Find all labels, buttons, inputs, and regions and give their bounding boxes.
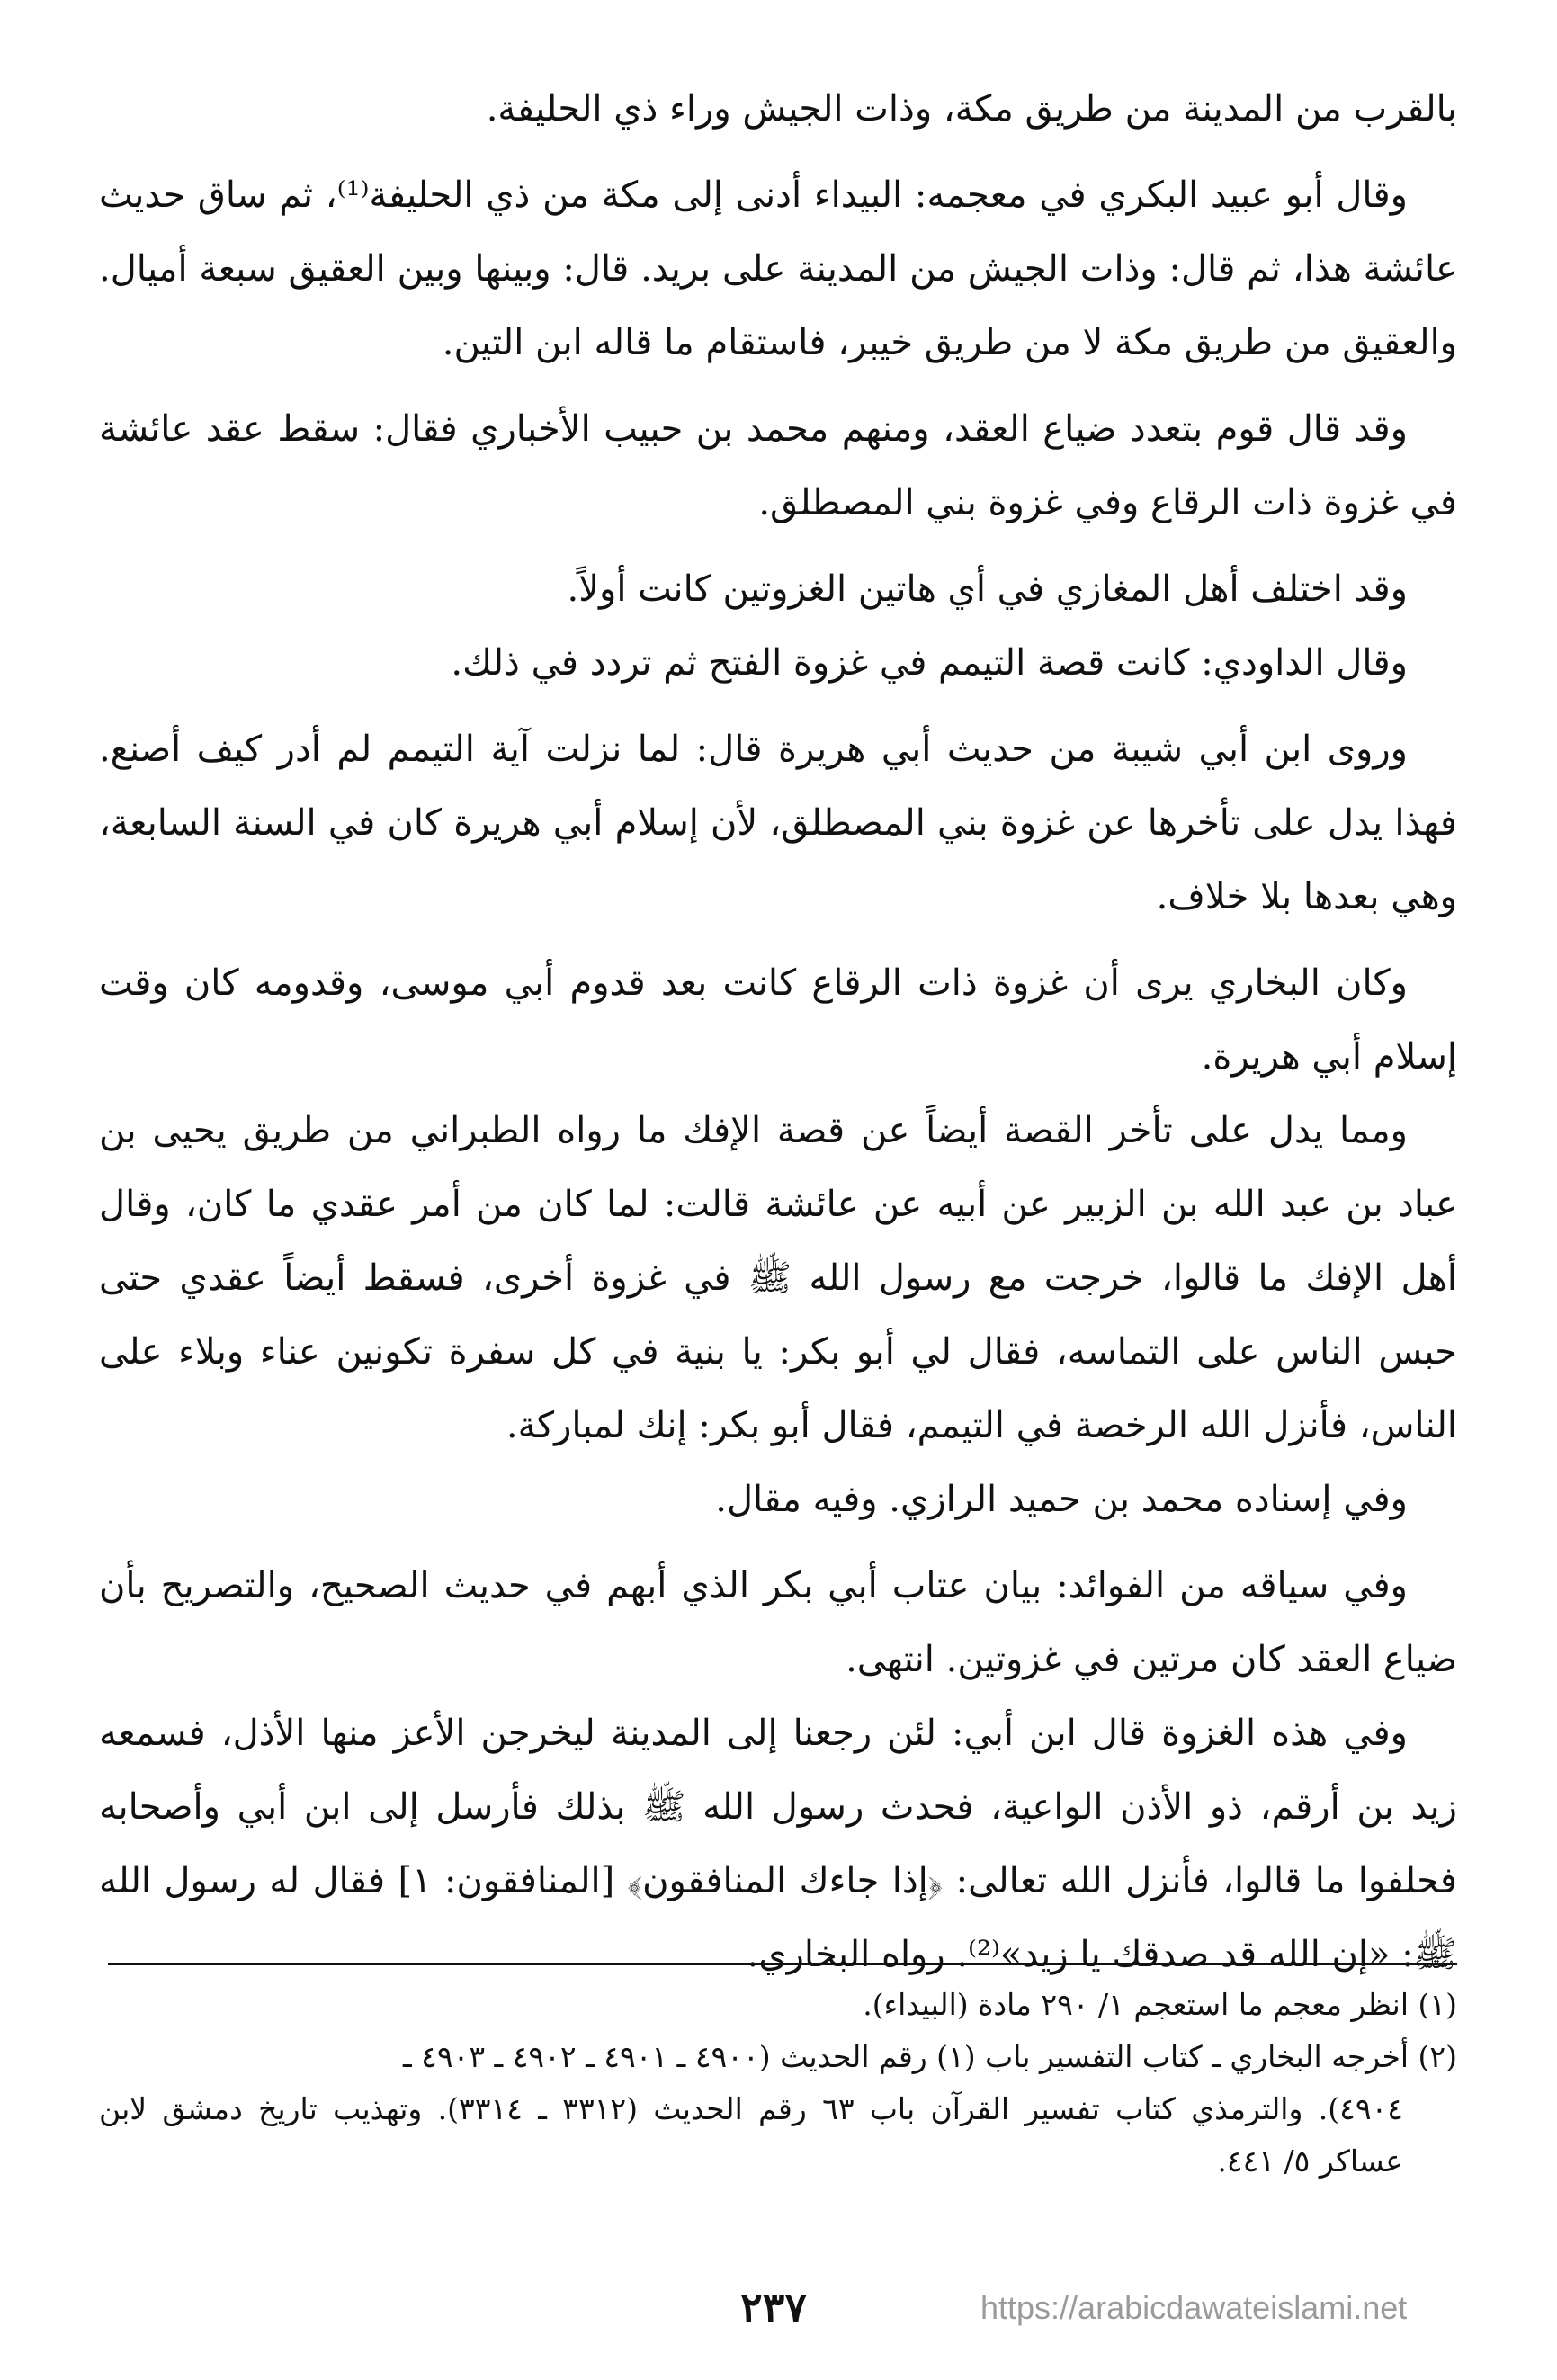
paragraph-11: وفي هذه الغزوة قال ابن أبي: لئن رجعنا إلى المدينة ليخرجن الأعز منها الأذل، فسمعه زيد بن أرقم، ذو الأذن الواعية، فحدث رسول الله ﷺ بذلك فأرسل إلى ابن أبي وأصحابه فحلفوا ما قالوا، فأنزل الله تعالى: ﴿إذا جاءك المنافقون﴾ [المنافقون: ١] فقال له رسول الله ﷺ: «إن الله قد صدقك يا زيد»⁽²⁾. رواه البخاري. [99, 1713, 1458, 1975]
footnote-2-line-2: ٤٩٠٤). والترمذي كتاب تفسير القرآن باب ٦٣ رقم الحديث (٣٣١٢ ـ ٣٣١٤). وتهذيب تاريخ دمشق لابن عساكر ٥/ ٤٤١. [99, 2091, 1404, 2179]
paragraph-6: وروى ابن أبي شيبة من حديث أبي هريرة قال: لما نزلت آية التيمم لم أدر كيف أصنع. فهذا يدل على تأخرها عن غزوة بني المصطلق، لأن إسلام أبي هريرة كان في السنة السابعة، وهي بعدها بلا خلاف. [99, 729, 1457, 917]
paragraph-7: وكان البخاري يرى أن غزوة ذات الرقاع كانت بعد قدوم أبي موسى، وقدومه كان وقت إسلام أبي هريرة. [99, 962, 1457, 1078]
paragraph-10: وفي سياقه من الفوائد: بيان عتاب أبي بكر الذي أبهم في حديث الصحيح، والتصريح بأن ضياع العقد كان مرتين في غزوتين. انتهى. [99, 1565, 1457, 1680]
footnote-1: (١) انظر معجم ما استعجم ١/ ٢٩٠ مادة (البيداء). [863, 1987, 1457, 2022]
watermark-url: https://arabicdawateislami.net [980, 2289, 1408, 2326]
page-body [99, 72, 1457, 2004]
footnote-divider [108, 1963, 1457, 1965]
footnote-2-line-1: (٢) أخرجه البخاري ـ كتاب التفسير باب (١) رقم الحديث (٤٩٠٠ ـ ٤٩٠١ ـ ٤٩٠٢ ـ ٤٩٠٣ ـ [402, 2039, 1457, 2074]
page-number: ٢٣٧ [739, 2283, 808, 2331]
paragraph-4: وقد اختلف أهل المغازي في أي هاتين الغزوتين كانت أولاً. [567, 568, 1408, 610]
paragraph-9: وفي إسناده محمد بن حميد الرازي. وفيه مقال. [715, 1479, 1408, 1520]
paragraph-5: وقال الداودي: كانت قصة التيمم في غزوة الفتح ثم تردد في ذلك. [451, 642, 1408, 684]
paragraph-8: ومما يدل على تأخر القصة أيضاً عن قصة الإفك ما رواه الطبراني من طريق يحيى بن عباد بن عبد الله بن الزبير عن أبيه عن عائشة قالت: لما كان من أمر عقدي ما كان، وقال أهل الإفك ما قالوا، خرجت مع رسول الله ﷺ في غزوة أخرى، فسقط أيضاً عقدي حتى حبس الناس على التماسه، فقال لي أبو بكر: يا بنية في كل سفرة تكونين عناء وبلاء على الناس، فأنزل الله الرخصة في التيمم، فقال أبو بكر: إنك لمباركة. [99, 1110, 1457, 1446]
footnotes [99, 1979, 1457, 2188]
footnote-2 [99, 2031, 1457, 2188]
paragraph-1: بالقرب من المدينة من طريق مكة، وذات الجيش وراء ذي الحليفة. [486, 88, 1457, 130]
paragraph-3: وقد قال قوم بتعدد ضياع العقد، ومنهم محمد بن حبيب الأخباري فقال: سقط عقد عائشة في غزوة ذات الرقاع وفي غزوة بني المصطلق. [99, 408, 1457, 523]
paragraph-2: وقال أبو عبيد البكري في معجمه: البيداء أدنى إلى مكة من ذي الحليفة⁽¹⁾، ثم ساق حديث عائشة هذا، ثم قال: وذات الجيش من المدينة على بريد. قال: وبينها وبين العقيق سبعة أميال. والعقيق من طريق مكة لا من طريق خيبر، فاستقام ما قاله ابن التين. [99, 174, 1457, 363]
